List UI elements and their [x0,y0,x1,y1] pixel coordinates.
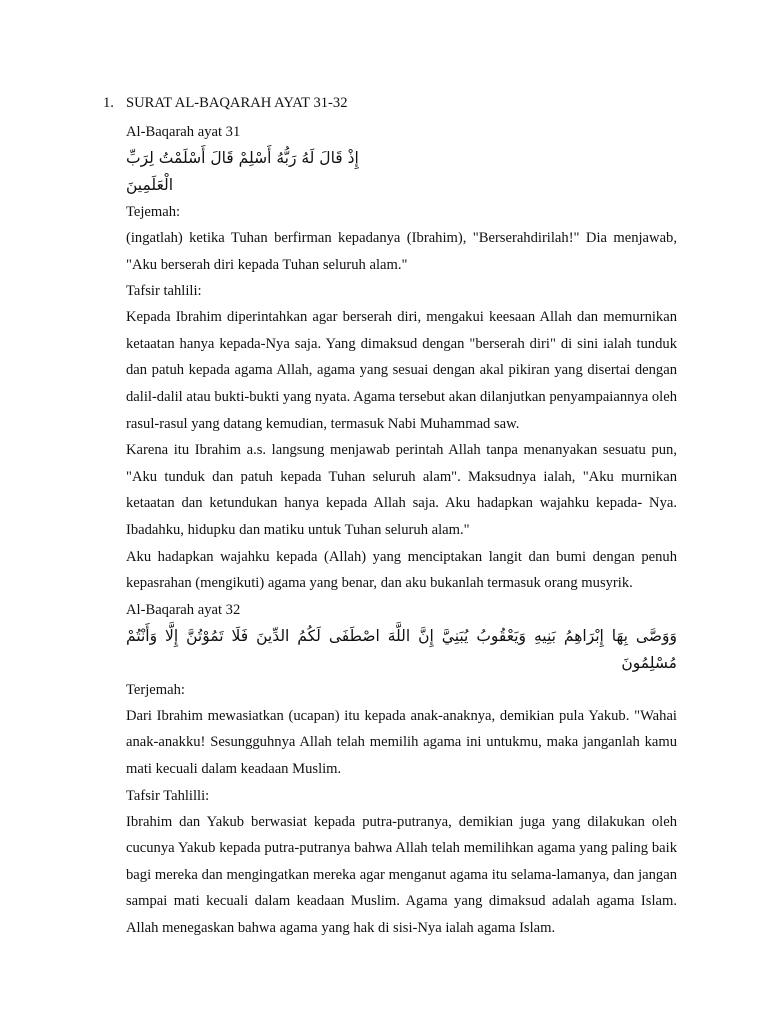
tafsir-paragraph-31-a: Kepada Ibrahim diperintahkan agar berserah diri, mengakui keesaan Allah dan memurnikan ketaatan hanya kepada-Nya saja. Yang dimaksud dengan "berserah diri" di sini ialah tunduk dan patuh kepada agama Allah, agama yang sesuai dengan akal pikiran yang disertai dengan dalil-dalil atau bukti-bukti yang nyata. Agama tersebut akan dilanjutkan penyampaiannya oleh rasul-rasul yang datang kemudian, termasuk Nabi Muhammad saw. [126,309,677,432]
tafsir-label-32: Tafsir Tahlilli: [126,787,210,804]
document-content [103,93,677,941]
translation-paragraph-31: (ingatlah) ketika Tuhan berfirman kepadanya (Ibrahim), "Berserahdirilah!" Dia menjawab, "Aku berserah diri kepada Tuhan seluruh alam." [126,230,677,273]
translation-label-31: Tejemah: [126,204,181,220]
translation-label-32: Terjemah: [126,681,185,698]
tafsir-label-31: Tafsir tahlili: [126,283,202,300]
tafsir-paragraph-31-b: Karena itu Ibrahim a.s. langsung menjawab perintah Allah tanpa menanyakan sesuatu pun, "Aku tunduk dan patuh kepada Tuhan seluruh alam". Maksudnya ialah, "Aku murnikan ketaatan dan ketundukan hanya kepada Allah saja. Aku hadapkan wajahku kepada- Nya. Ibadahku, hidupku dan matiku untuk Tuhan seluruh alam." [126,442,677,538]
arabic-verse-31: إِذْ قَالَ لَهُ رَبُّهُ أَسْلِمْ قَالَ أَسْلَمْتُ لِرَبِّ الْعَلَمِينَ [126,149,359,194]
tafsir-paragraph-31-c: Aku hadapkan wajahku kepada (Allah) yang menciptakan langit dan bumi dengan penuh kepasrahan (mengikuti) agama yang benar, dan aku bukanlah termasuk orang musyrik. [126,548,677,592]
arabic-verse-32: وَوَصَّى بِهَا إِبْرَاهِمُ بَنِيهِ وَيَعْقُوبُ يُبَنِيَّ إِنَّ اللَّهَ اصْطَفَى لَكُمُ الدِّينَ فَلَا تَمُوْتُنَّ إِلَّا وَأَنْتُمْ مُسْلِمُونَ [126,626,677,672]
tafsir-paragraph-32: Ibrahim dan Yakub berwasiat kepada putra-putranya, demikian juga yang dilakukan oleh cucunya Yakub kepada putra-putranya bahwa Allah telah memilihkan agama yang paling baik bagi mereka dan mengingatkan mereka agar menganut agama itu selama-lamanya, dan jangan sampai mati kecuali dalam keadaan Muslim. Agama yang dimaksud adalah agama Islam. Allah menegaskan bahwa agama yang hak di sisi-Nya ialah agama Islam. [126,813,677,936]
verse-label-31: Al-Baqarah ayat 31 [126,124,241,140]
section-title: SURAT AL-BAQARAH AYAT 31-32 [126,95,348,111]
verse-label-32: Al-Baqarah ayat 32 [126,601,241,618]
translation-paragraph-32: Dari Ibrahim mewasiatkan (ucapan) itu kepada anak-anaknya, demikian pula Yakub. "Wahai anak-anakku! Sesungguhnya Allah telah memilih agama ini untukmu, maka janganlah kamu mati kecuali dalam keadaan Muslim. [126,707,677,777]
list-number: 1. [103,95,114,111]
